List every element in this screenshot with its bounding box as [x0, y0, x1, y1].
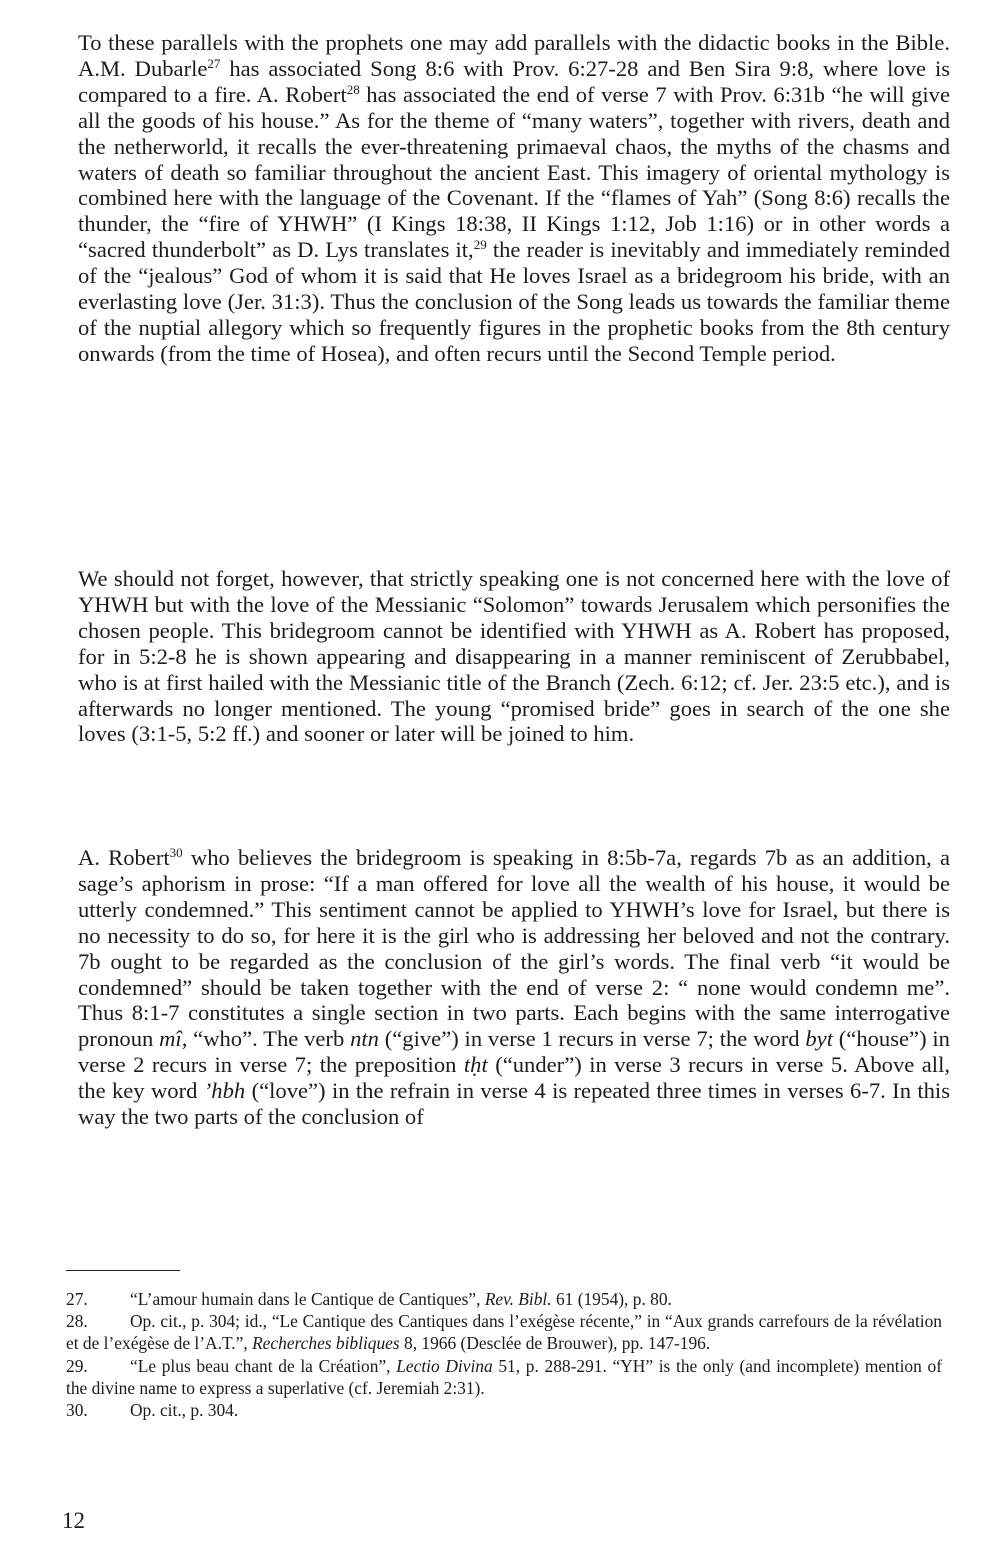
footnote-text: 51, p. 288-291. “YH” is the only (and incomplete) mention of the divine name to express a superlative (cf. Jeremiah 2:31). — [66, 1355, 942, 1398]
text-run: has associated the end of verse 7 with Prov. 6:31b “he will give all the goods of his house.” As for the theme of “many waters”, together with rivers, death and the netherworld, it recalls the ever-threatening primaeval chaos, the myths of the chasms and waters of death so familiar throughout the ancient East. This imagery of oriental mythology is combined here with the language of the Covenant. If the “flames of Yah” (Song 8:6) recalls the thunder, the “fire of YHWH” (I Kings 18:38, II Kings 1:12, Job 1:16) or in other words a “sacred thunderbolt” as D. Lys translates it, — [78, 81, 950, 263]
footnote-ref-28[interactable]: 28 — [346, 81, 360, 97]
footnote-27 — [66, 1288, 942, 1310]
footnote-ref-27[interactable]: 27 — [207, 55, 221, 71]
footnote-ref-29[interactable]: 29 — [473, 237, 487, 253]
text-run: the reader is inevitably and immediately reminded of the “jealous” God of whom it is said that He loves Israel as a bridegroom his bride, with an everlasting love (Jer. 31:3). Thus the conclusion of the Song leads us towards the familiar theme of the nuptial allegory which so frequently figures in the prophetic books from the 8th century onwards (from the time of Hosea), and often recurs until the Second Temple period. — [78, 237, 951, 366]
footnote-title: Lectio Divina — [396, 1355, 493, 1376]
transliteration-tht: tḥt — [463, 1052, 488, 1078]
footnote-30 — [66, 1399, 942, 1421]
footnote-number: 29. — [66, 1355, 88, 1376]
text-run: (“under”) in verse 3 recurs in verse 5. Above all, the key word — [78, 1052, 950, 1104]
body-paragraph-2: We should not forget, however, that strictly speaking one is not concerned here with the love of YHWH but with the love of the Messianic “Solomon” towards Jerusalem which personifies the chosen people. This bridegroom cannot be identified with YHWH as A. Robert has proposed, for in 5:2-8 he is shown appearing and disappearing in a manner reminiscent of Zerubbabel, who is at first hailed with the Messianic title of the Branch (Zech. 6:12; cf. Jer. 23:5 etc.), and is afterwards no longer mentioned. The young “promised bride” goes in search of the one she loves (3:1-5, 5:2 ff.) and sooner or later will be joined to him. — [78, 566, 950, 747]
transliteration-ntn: ntn — [350, 1026, 379, 1052]
text-run: (“love”) in the refrain in verse 4 is repeated three times in verses 6-7. In this way the two parts of the conclusion of — [78, 1078, 951, 1130]
footnote-ref-30[interactable]: 30 — [169, 845, 183, 860]
body-paragraph-1 — [78, 30, 950, 367]
footnote-text: Op. cit., p. 304. — [130, 1400, 239, 1421]
transliteration-hbh: ’hbh — [203, 1078, 246, 1104]
page-number: 12 — [62, 1508, 85, 1533]
text-run: “who”. The verb — [187, 1026, 351, 1052]
text-run: who believes the bridegroom is speaking in 8:5b-7a, regards 7b as an addition, a sage’s aphorism in prose: “If a man offered for love all the wealth of his house, it would be utterly condemned.” This sentiment cannot be applied to YHWH’s love for Israel, but there is no necessity to do so, for here it is the girl who is addressing her beloved and not the contrary. 7b ought to be regarded as the conclusion of the girl’s words. The final verb “it would be condemned” should be taken together with the end of verse 2: “ none would condemn me”. Thus 8:1-7 constitutes a single section in two parts. Each begins with the same interrogative pronoun — [78, 845, 951, 1052]
text-run: (“house”) in verse 2 recurs in verse 7; the preposition — [78, 1026, 950, 1078]
footnote-number: 28. — [66, 1311, 88, 1332]
body-paragraph-3 — [78, 845, 950, 1130]
footnote-29 — [66, 1355, 942, 1399]
footnote-text: “L’amour humain dans le Cantique de Cantiques”, — [130, 1289, 485, 1309]
footnote-number: 27. — [66, 1289, 88, 1309]
footnote-title: Recherches bibliques — [252, 1333, 400, 1354]
footnote-number: 30. — [66, 1400, 88, 1421]
text-run: has associated Song 8:6 with Prov. 6:27-28 and Ben Sira 9:8, where love is compared to a fire. A. Robert — [78, 55, 951, 107]
footnotes-list — [66, 1288, 942, 1421]
transliteration-byt: byt — [805, 1026, 833, 1052]
footnote-text: 61 (1954), p. 80. — [551, 1289, 672, 1309]
text-run: (“give”) in verse 1 recurs in verse 7; the word — [378, 1026, 806, 1052]
text-run: A. Robert — [78, 845, 170, 870]
text-run: To these parallels with the prophets one may add parallels with the didactic books in the Bible. A.M. Dubarle — [78, 30, 950, 81]
footnote-text: “Le plus beau chant de la Création”, — [130, 1355, 397, 1376]
footnote-divider — [66, 1270, 180, 1271]
footnote-text: Op. cit., p. 304; id., “Le Cantique des Cantiques dans l’exégèse récente,” in “Aux grands carrefours de la révélation et de l’exégèse de l’A.T.”, — [66, 1311, 942, 1354]
footnote-28 — [66, 1310, 942, 1354]
transliteration-mi: mî, — [159, 1026, 188, 1052]
footnote-title: Rev. Bibl. — [484, 1289, 552, 1309]
footnote-text: 8, 1966 (Desclée de Brouwer), pp. 147-196. — [399, 1333, 711, 1354]
